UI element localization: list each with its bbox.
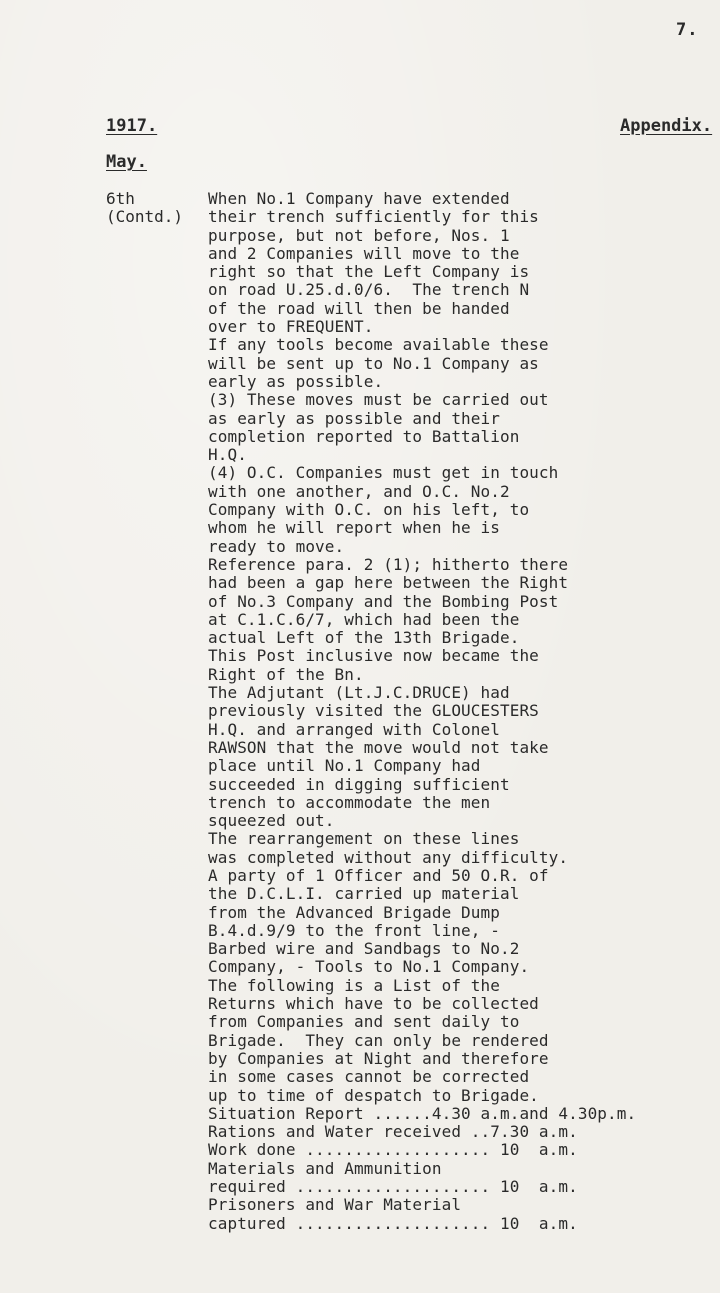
text-line: will be sent up to No.1 Company as bbox=[208, 353, 539, 373]
text-line: Prisoners and War Material bbox=[208, 1195, 462, 1215]
text-line: Right of the Bn. bbox=[208, 664, 364, 684]
text-line: right so that the Left Company is bbox=[208, 262, 530, 282]
text-line: place until No.1 Company had bbox=[208, 756, 481, 776]
text-line: from Companies and sent daily to bbox=[208, 1012, 520, 1032]
text-line: H.Q. bbox=[208, 445, 247, 465]
text-line: Work done ................... 10 a.m. bbox=[208, 1140, 578, 1160]
text-line: RAWSON that the move would not take bbox=[208, 737, 549, 757]
year-heading: 1917. bbox=[106, 116, 158, 136]
text-line: captured .................... 10 a.m. bbox=[208, 1213, 578, 1233]
text-line: The rearrangement on these lines bbox=[208, 829, 520, 849]
text-line: Reference para. 2 (1); hitherto there bbox=[208, 554, 569, 574]
text-line: This Post inclusive now became the bbox=[208, 646, 539, 666]
text-line: H.Q. and arranged with Colonel bbox=[208, 719, 500, 739]
text-line: up to time of despatch to Brigade. bbox=[208, 1085, 539, 1105]
appendix-heading: Appendix. bbox=[620, 116, 713, 136]
page-number: 7. bbox=[676, 20, 699, 40]
text-line: whom he will report when he is bbox=[208, 518, 500, 538]
text-line: completion reported to Battalion bbox=[208, 426, 520, 446]
text-line: Brigade. They can only be rendered bbox=[208, 1030, 549, 1050]
text-line: at C.1.C.6/7, which had been the bbox=[208, 609, 520, 629]
text-line: Materials and Ammunition bbox=[208, 1158, 442, 1178]
text-line: Returns which have to be collected bbox=[208, 994, 539, 1014]
text-line: required .................... 10 a.m. bbox=[208, 1177, 578, 1197]
text-line: previously visited the GLOUCESTERS bbox=[208, 701, 539, 721]
text-line: If any tools become available these bbox=[208, 335, 549, 355]
text-line: of No.3 Company and the Bombing Post bbox=[208, 591, 559, 611]
text-line: purpose, but not before, Nos. 1 bbox=[208, 225, 510, 245]
text-line: Rations and Water received ..7.30 a.m. bbox=[208, 1122, 578, 1142]
text-line: had been a gap here between the Right bbox=[208, 573, 569, 593]
text-line: the D.C.L.I. carried up material bbox=[208, 884, 520, 904]
text-line: actual Left of the 13th Brigade. bbox=[208, 628, 520, 648]
text-line: B.4.d.9/9 to the front line, - bbox=[208, 920, 500, 940]
text-line: squeezed out. bbox=[208, 811, 335, 831]
text-line: ready to move. bbox=[208, 536, 345, 556]
text-line: The following is a List of the bbox=[208, 975, 500, 995]
text-line: When No.1 Company have extended bbox=[208, 189, 510, 208]
text-line: Situation Report ......4.30 a.m.and 4.30p.m. bbox=[208, 1103, 637, 1123]
month-heading: May. bbox=[106, 152, 147, 172]
entry-date-column bbox=[106, 190, 183, 227]
entry-body bbox=[208, 190, 720, 1233]
text-line: succeeded in digging sufficient bbox=[208, 774, 510, 794]
text-line: with one another, and O.C. No.2 bbox=[208, 481, 510, 501]
text-line: Barbed wire and Sandbags to No.2 bbox=[208, 939, 520, 959]
text-line: and 2 Companies will move to the bbox=[208, 243, 520, 263]
text-line: was completed without any difficulty. bbox=[208, 847, 569, 867]
text-line: in some cases cannot be corrected bbox=[208, 1067, 530, 1087]
text-line: on road U.25.d.0/6. The trench N bbox=[208, 280, 530, 300]
entry-date-note: (Contd.) bbox=[106, 207, 184, 227]
text-line: of the road will then be handed bbox=[208, 298, 510, 318]
entry-date: 6th bbox=[106, 189, 135, 208]
text-line: Company with O.C. on his left, to bbox=[208, 500, 530, 520]
text-line: as early as possible and their bbox=[208, 408, 500, 428]
text-line: by Companies at Night and therefore bbox=[208, 1048, 549, 1068]
text-line: from the Advanced Brigade Dump bbox=[208, 902, 500, 922]
text-line: early as possible. bbox=[208, 371, 384, 391]
text-line: trench to accommodate the men bbox=[208, 792, 491, 812]
text-line: Company, - Tools to No.1 Company. bbox=[208, 957, 530, 977]
text-line: their trench sufficiently for this bbox=[208, 207, 539, 227]
text-line: over to FREQUENT. bbox=[208, 317, 374, 337]
text-line: A party of 1 Officer and 50 O.R. of bbox=[208, 865, 549, 885]
text-line: The Adjutant (Lt.J.C.DRUCE) had bbox=[208, 683, 510, 703]
text-line: (4) O.C. Companies must get in touch bbox=[208, 463, 559, 483]
text-line: (3) These moves must be carried out bbox=[208, 390, 549, 410]
